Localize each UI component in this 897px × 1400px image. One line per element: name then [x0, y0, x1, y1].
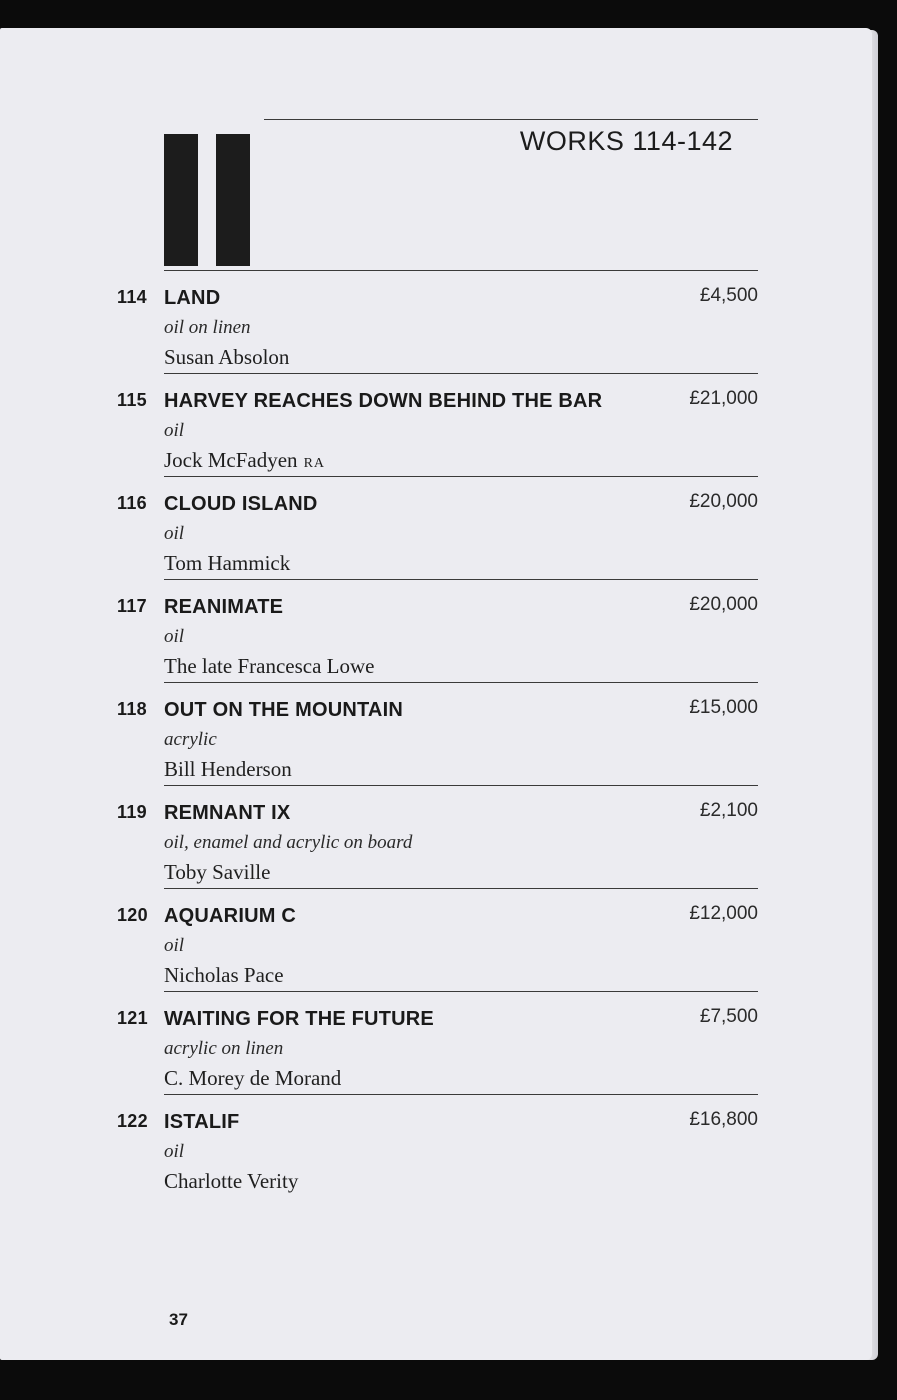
entry-artist: [164, 654, 374, 679]
entry-price: £20,000: [689, 491, 758, 512]
page-number: 37: [169, 1310, 188, 1329]
entry-medium: oil: [164, 523, 185, 544]
entry-title: WAITING FOR THE FUTURE: [164, 1008, 434, 1030]
entry-number: 119: [117, 802, 147, 822]
artist-name: Bill Henderson: [164, 757, 292, 781]
entry-artist: [164, 860, 270, 885]
entry-title: REMNANT IX: [164, 802, 291, 824]
entry-number: 114: [117, 287, 147, 307]
artist-name: Tom Hammick: [164, 551, 291, 575]
entry-title: REANIMATE: [164, 596, 284, 618]
entry-artist: [164, 757, 292, 782]
catalogue-entry: [0, 802, 872, 902]
entry-medium: oil: [164, 626, 185, 647]
catalogue-entry: [0, 287, 872, 387]
entry-title: ISTALIF: [164, 1111, 240, 1133]
artist-name: The late Francesca Lowe: [164, 654, 375, 678]
entry-title: CLOUD ISLAND: [164, 493, 318, 515]
entry-number: 115: [117, 390, 147, 410]
catalogue-entry: [0, 1111, 872, 1211]
entry-medium: acrylic: [164, 729, 217, 750]
entry-medium: oil: [164, 935, 185, 956]
entry-number: 117: [117, 596, 147, 616]
entry-number: 120: [117, 905, 148, 925]
entry-medium: oil, enamel and acrylic on board: [164, 832, 413, 853]
catalogue-entry: [0, 699, 872, 799]
numeral-stroke-2: [216, 134, 250, 266]
entry-title: AQUARIUM C: [164, 905, 296, 927]
artist-name: Nicholas Pace: [164, 963, 284, 987]
entry-title: HARVEY REACHES DOWN BEHIND THE BAR: [164, 390, 603, 412]
entry-artist: [164, 963, 284, 988]
catalogue-page: [0, 28, 872, 1360]
artist-name: Susan Absolon: [164, 345, 290, 369]
artist-name: Toby Saville: [164, 860, 271, 884]
artist-name: Charlotte Verity: [164, 1169, 299, 1193]
catalogue-entry: [0, 596, 872, 696]
entry-title: LAND: [164, 287, 221, 309]
entry-price: £2,100: [699, 800, 758, 821]
entry-artist: [164, 345, 289, 370]
entry-number: 122: [117, 1111, 148, 1131]
catalogue-entry: [0, 390, 872, 490]
entry-medium: oil on linen: [164, 317, 251, 338]
entry-price: £16,800: [689, 1109, 758, 1130]
catalogue-entry: [0, 1008, 872, 1108]
entry-artist: [164, 448, 325, 473]
entry-artist: [164, 1169, 298, 1194]
entry-number: 116: [117, 493, 147, 513]
section-title: WORKS 114-142: [519, 126, 733, 156]
entry-price: £7,500: [699, 1006, 758, 1027]
entry-price: £20,000: [689, 594, 758, 615]
artist-honour: RA: [303, 456, 326, 471]
entry-price: £21,000: [689, 388, 758, 409]
numeral-stroke-1: [164, 134, 198, 266]
artist-name: Jock McFadyen: [164, 448, 298, 472]
header-rule: [264, 119, 758, 120]
entry-medium: oil: [164, 1141, 185, 1162]
entry-price: £15,000: [689, 697, 758, 718]
artist-name: C. Morey de Morand: [164, 1066, 342, 1090]
entry-price: £4,500: [699, 285, 758, 306]
entry-number: 121: [117, 1008, 148, 1028]
entry-medium: acrylic on linen: [164, 1038, 284, 1059]
entry-price: £12,000: [689, 903, 758, 924]
entry-title: OUT ON THE MOUNTAIN: [164, 699, 403, 721]
entry-artist: [164, 551, 290, 576]
catalogue-entry: [0, 493, 872, 593]
divider-rule: [164, 270, 758, 271]
entry-number: 118: [117, 699, 147, 719]
entry-medium: oil: [164, 420, 185, 441]
entry-artist: [164, 1066, 341, 1091]
section-numeral-mark: [164, 134, 250, 266]
catalogue-entry: [0, 905, 872, 1005]
